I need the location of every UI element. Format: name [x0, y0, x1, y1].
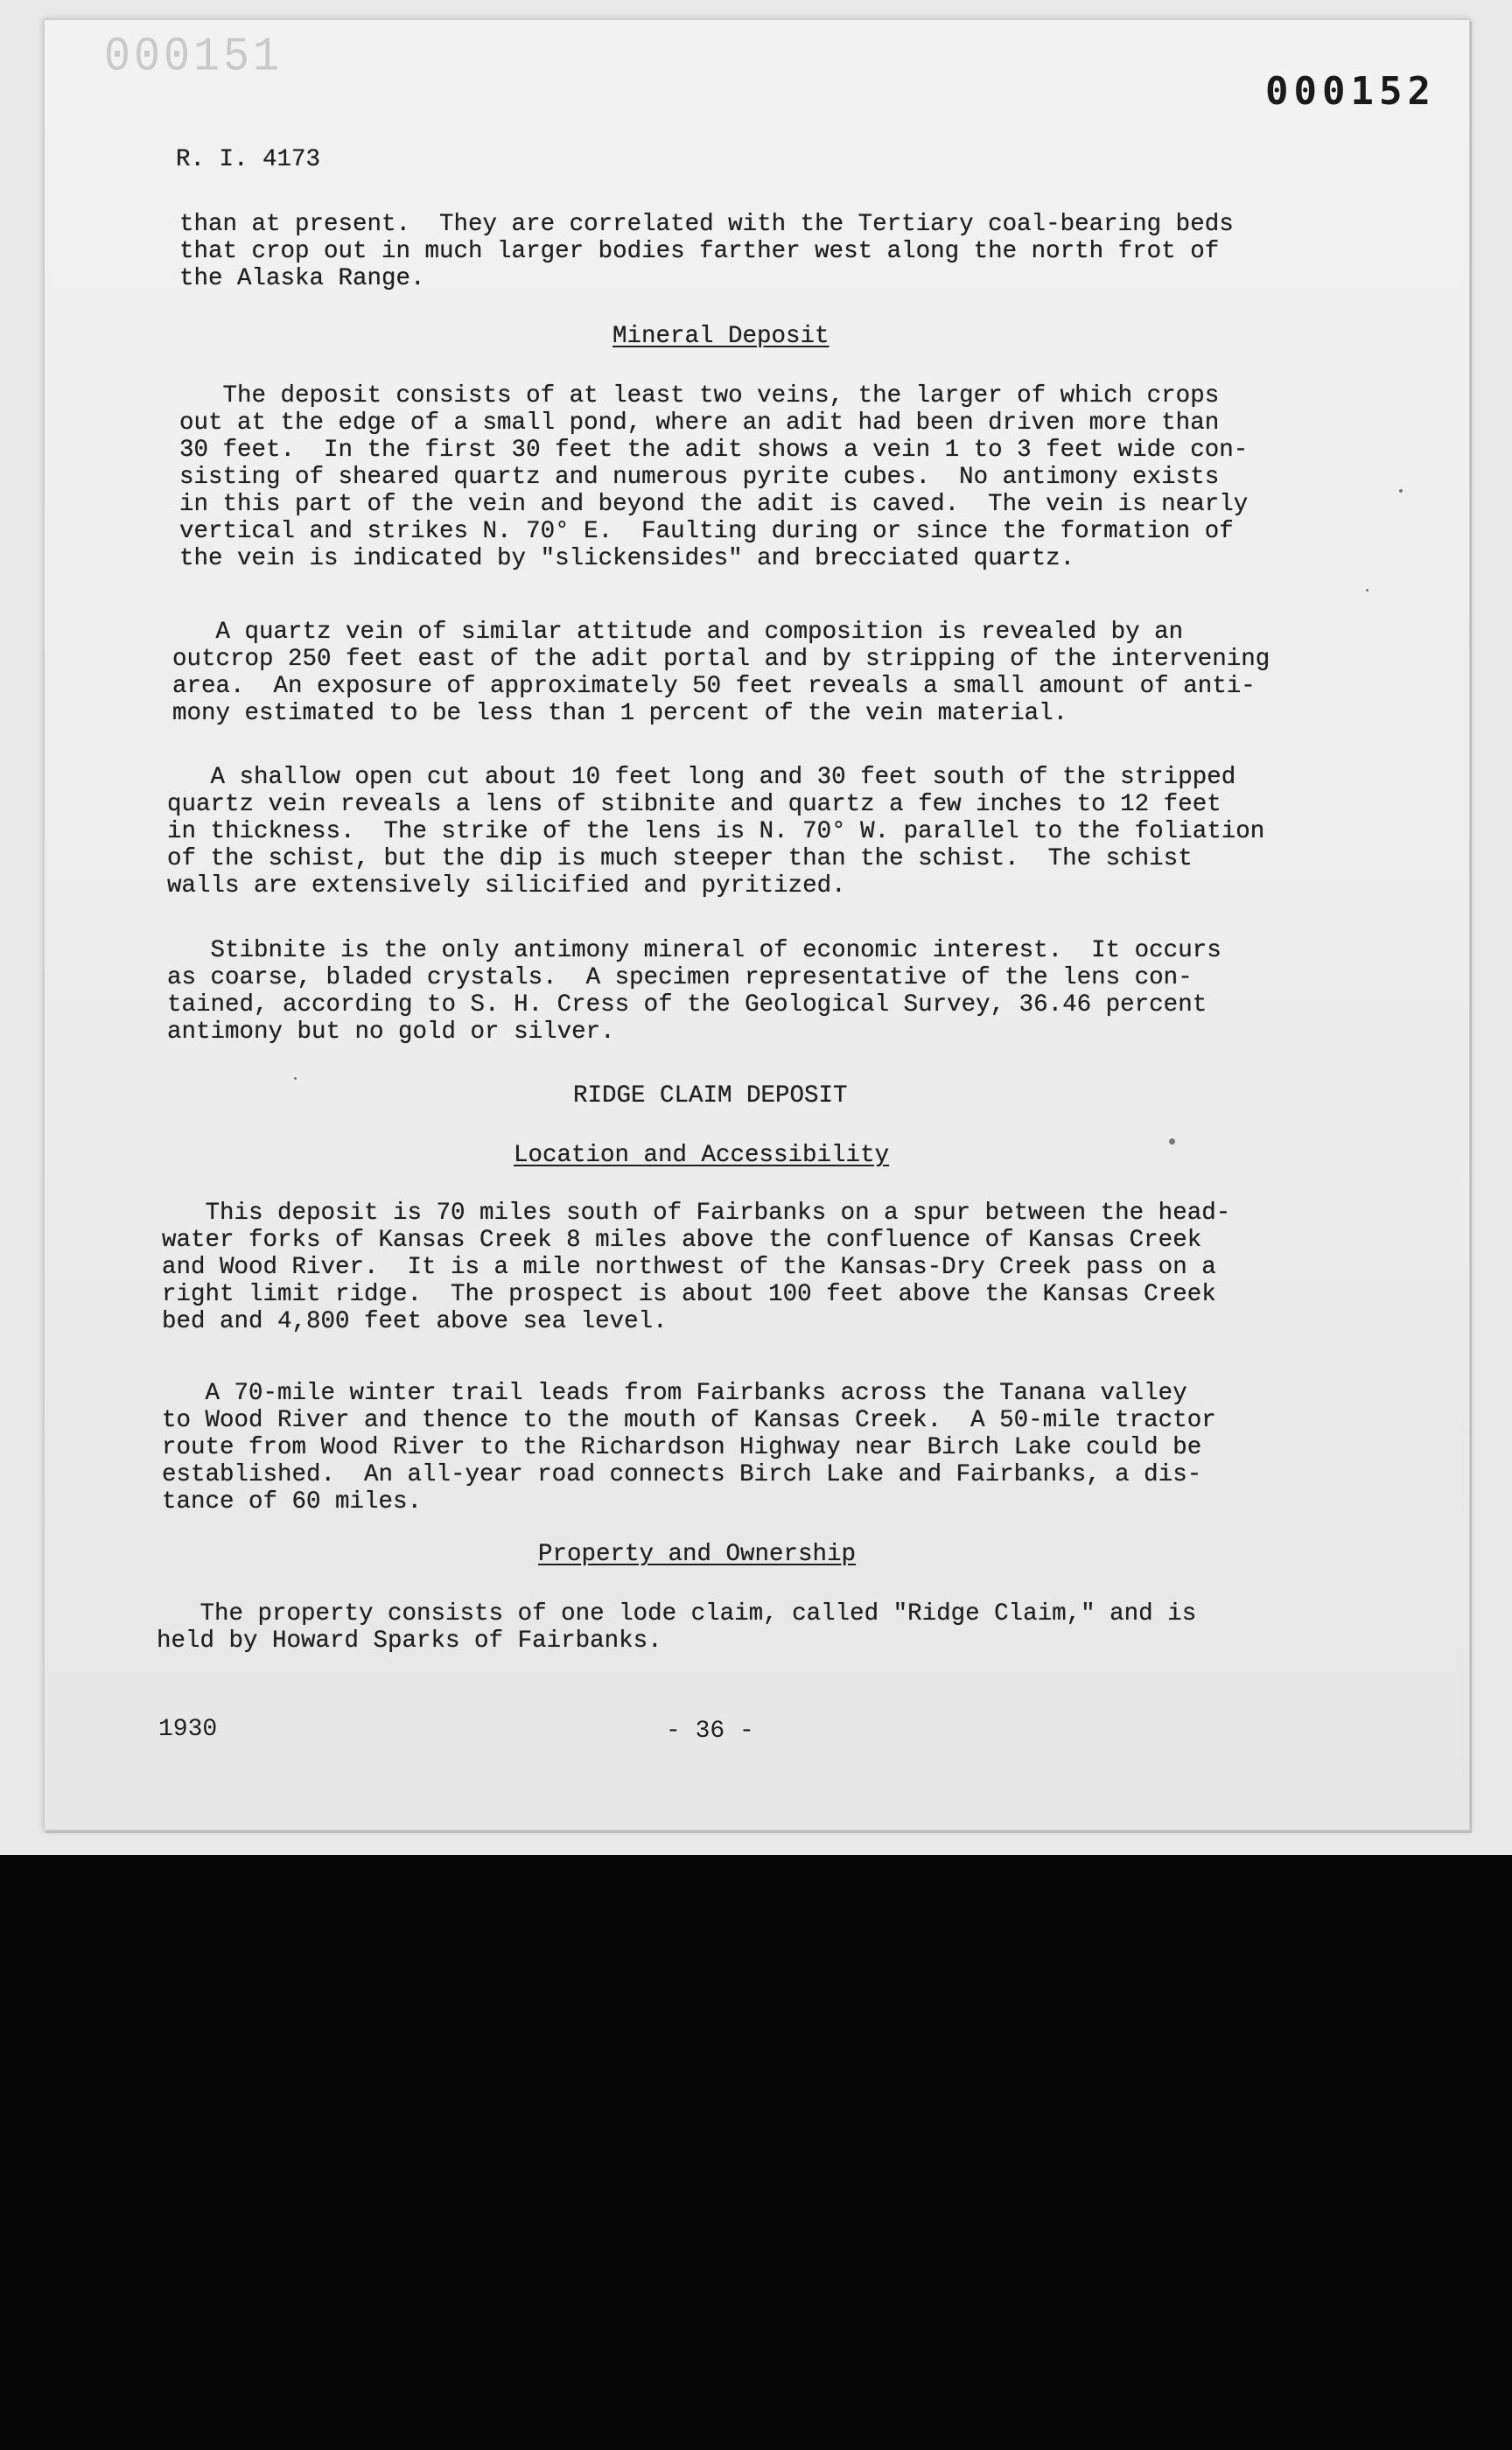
- text-line: water forks of Kansas Creek 8 miles above the confluence of Kansas Creek: [162, 1227, 1202, 1254]
- text-line: as coarse, bladed crystals. A specimen representative of the lens con-: [167, 964, 1193, 991]
- scan-speck: [1399, 489, 1403, 493]
- text-line: Stibnite is the only antimony mineral of economic interest. It occurs: [167, 937, 1222, 964]
- text-line: The property consists of one lode claim, called "Ridge Claim," and is: [157, 1600, 1197, 1628]
- text-line: area. An exposure of approximately 50 feet reveals a small amount of anti-: [172, 673, 1256, 700]
- text-line: The deposit consists of at least two veins, the larger of which crops: [179, 382, 1220, 410]
- text-line: of the schist, but the dip is much steeper than the schist. The schist: [167, 845, 1193, 872]
- text-line: antimony but no gold or silver.: [167, 1018, 615, 1046]
- paragraph-open-cut: [167, 764, 1264, 900]
- text-line: in this part of the vein and beyond the adit is caved. The vein is nearly: [179, 491, 1249, 518]
- text-line: tained, according to S. H. Cress of the Geological Survey, 36.46 percent: [167, 991, 1208, 1018]
- location-heading: Location and Accessibility: [514, 1142, 890, 1169]
- text-line: walls are extensively silicified and pyritized.: [167, 872, 846, 900]
- document-page: [44, 19, 1470, 1830]
- text-line: sisting of sheared quartz and numerous pyrite cubes. No antimony exists: [179, 464, 1220, 491]
- text-line: the vein is indicated by "slickensides" and brecciated quartz.: [179, 545, 1075, 572]
- footer-page-number: - 36 -: [666, 1718, 754, 1745]
- text-line: to Wood River and thence to the mouth of Kansas Creek. A 50-mile tractor: [162, 1407, 1216, 1434]
- text-line: in thickness. The strike of the lens is N. 70° W. parallel to the foliation: [167, 818, 1265, 845]
- text-line: and Wood River. It is a mile northwest of the Kansas-Dry Creek pass on a: [162, 1254, 1216, 1281]
- text-line: out at the edge of a small pond, where an adit had been driven more than: [179, 410, 1220, 437]
- intro-paragraph: [179, 211, 1234, 292]
- paragraph-stibnite: [167, 937, 1222, 1046]
- text-line: vertical and strikes N. 70° E. Faulting during or since the formation of: [179, 518, 1234, 545]
- text-line: than at present. They are correlated with the Tertiary coal-bearing beds: [179, 211, 1234, 238]
- page-number-stamp: 000152: [1265, 69, 1436, 114]
- paragraph-trail: [162, 1380, 1216, 1516]
- text-line: mony estimated to be less than 1 percent of the vein material.: [172, 700, 1068, 727]
- paragraph-deposit-veins: [179, 382, 1248, 572]
- text-line: outcrop 250 feet east of the adit portal and by stripping of the intervening: [172, 646, 1270, 673]
- text-line: tance of 60 miles.: [162, 1488, 423, 1516]
- text-line: quartz vein reveals a lens of stibnite and quartz a few inches to 12 feet: [167, 791, 1222, 818]
- text-line: the Alaska Range.: [179, 265, 425, 292]
- text-line: held by Howard Sparks of Fairbanks.: [157, 1628, 662, 1655]
- footer-code: 1930: [158, 1716, 218, 1743]
- text-line: 30 feet. In the first 30 feet the adit shows a vein 1 to 3 feet wide con-: [179, 437, 1249, 464]
- text-line: A quartz vein of similar attitude and composition is revealed by an: [172, 619, 1184, 646]
- text-line: established. An all-year road connects Birch Lake and Fairbanks, a dis-: [162, 1461, 1202, 1488]
- text-line: right limit ridge. The prospect is about 100 feet above the Kansas Creek: [162, 1281, 1216, 1308]
- text-line: A shallow open cut about 10 feet long and 30 feet south of the stripped: [167, 764, 1236, 791]
- report-id: R. I. 4173: [176, 146, 321, 173]
- paragraph-location: [162, 1200, 1230, 1335]
- paragraph-quartz-vein: [172, 619, 1270, 727]
- text-line: A 70-mile winter trail leads from Fairbanks across the Tanana valley: [162, 1380, 1187, 1407]
- mineral-deposit-heading: Mineral Deposit: [612, 323, 830, 350]
- paragraph-property: [157, 1600, 1196, 1655]
- empty-scan-region: [0, 1855, 1512, 2450]
- text-line: route from Wood River to the Richardson Highway near Birch Lake could be: [162, 1434, 1202, 1461]
- scan-speck: [294, 1077, 297, 1080]
- scan-speck: [1169, 1138, 1175, 1144]
- property-heading: Property and Ownership: [538, 1541, 857, 1568]
- ghost-page-stamp: 000151: [104, 30, 284, 85]
- ridge-claim-heading: RIDGE CLAIM DEPOSIT: [573, 1082, 848, 1110]
- text-line: bed and 4,800 feet above sea level.: [162, 1308, 668, 1335]
- text-line: that crop out in much larger bodies farther west along the north frot of: [179, 238, 1220, 265]
- scan-speck: [1366, 589, 1368, 592]
- text-line: This deposit is 70 miles south of Fairbanks on a spur between the head-: [162, 1200, 1231, 1227]
